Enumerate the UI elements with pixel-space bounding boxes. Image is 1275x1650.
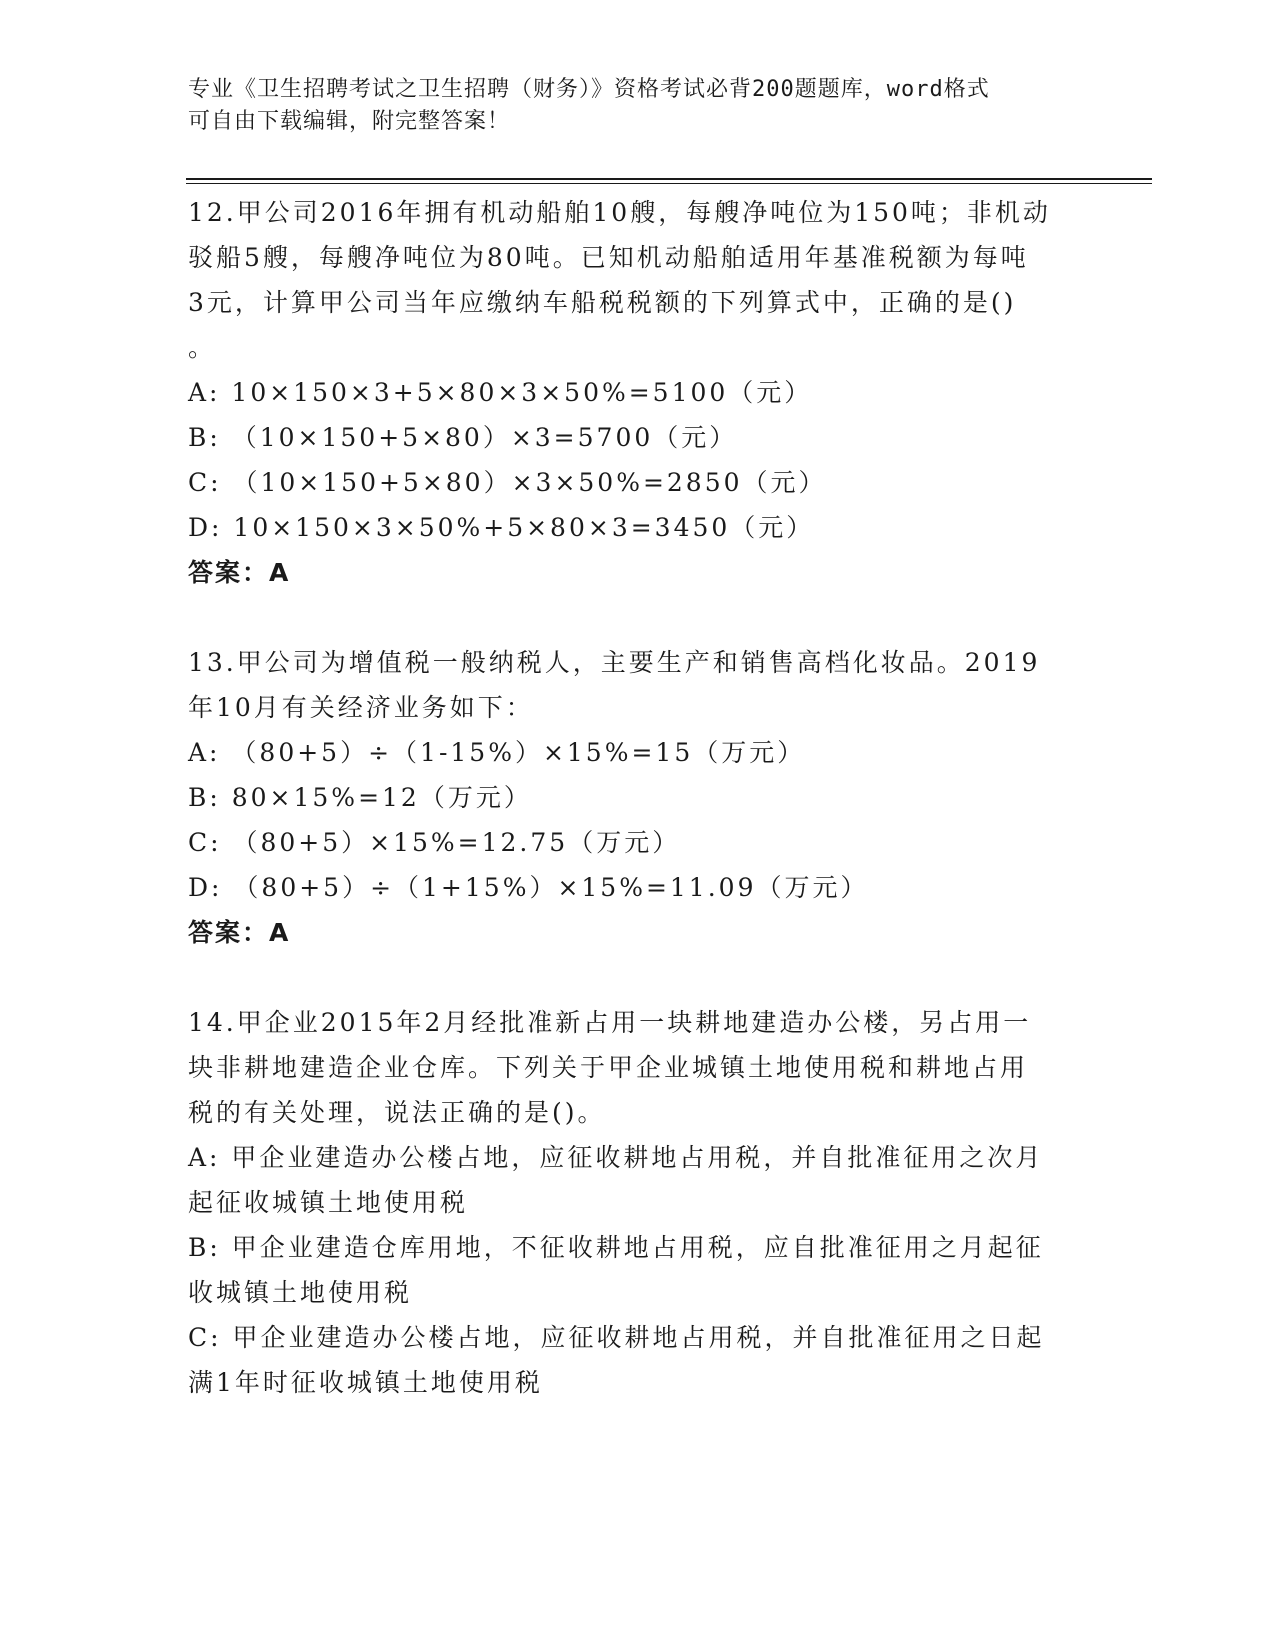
option-a: A: 10×150×3+5×80×3×50%=5100（元） — [188, 378, 813, 407]
question-12 — [188, 190, 1078, 595]
option-b: B: 80×15%=12（万元） — [188, 783, 532, 812]
answer-label: 答案：A — [188, 918, 291, 947]
question-stem-line: 驳船5艘，每艘净吨位为80吨。已知机动船舶适用年基准税额为每吨 — [188, 243, 1029, 272]
question-stem-line: 年10月有关经济业务如下： — [188, 693, 534, 722]
option-c: C: （80+5）×15%=12.75（万元） — [188, 828, 681, 857]
option-d: D: （80+5）÷（1+15%）×15%=11.09（万元） — [188, 873, 869, 902]
question-stem-line: 3元，计算甲公司当年应缴纳车船税税额的下列算式中，正确的是() — [188, 288, 1017, 317]
option-a-continued: 起征收城镇土地使用税 — [188, 1188, 469, 1217]
question-stem-line: 块非耕地建造企业仓库。下列关于甲企业城镇土地使用税和耕地占用 — [188, 1053, 1029, 1082]
option-c: C: 甲企业建造办公楼占地，应征收耕地占用税，并自批准征用之日起 — [188, 1323, 1045, 1352]
header-divider-thin — [186, 183, 1152, 184]
question-13 — [188, 640, 1078, 955]
option-c-continued: 满1年时征收城镇土地使用税 — [188, 1368, 543, 1397]
option-b: B: 甲企业建造仓库用地，不征收耕地占用税，应自批准征用之月起征 — [188, 1233, 1044, 1262]
option-b: B: （10×150+5×80）×3=5700（元） — [188, 423, 738, 452]
question-stem-line: 。 — [188, 333, 217, 362]
question-spacer — [188, 595, 1078, 640]
option-a: A: 甲企业建造办公楼占地，应征收耕地占用税，并自批准征用之次月 — [188, 1143, 1044, 1172]
header-line-1: 专业《卫生招聘考试之卫生招聘（财务）》资格考试必背200题题库，word格式 — [188, 77, 990, 102]
answer-label: 答案：A — [188, 558, 291, 587]
option-b-continued: 收城镇土地使用税 — [188, 1278, 413, 1307]
question-stem-line: 13.甲公司为增值税一般纳税人，主要生产和销售高档化妆品。2019 — [188, 648, 1041, 677]
option-d: D: 10×150×3×50%+5×80×3=3450（元） — [188, 513, 815, 542]
question-stem-line: 14.甲企业2015年2月经批准新占用一块耕地建造办公楼，另占用一 — [188, 1008, 1032, 1037]
question-stem-line: 税的有关处理，说法正确的是()。 — [188, 1098, 606, 1127]
option-a: A: （80+5）÷（1-15%）×15%=15（万元） — [188, 738, 806, 767]
document-header — [188, 74, 1068, 138]
header-divider-thick — [186, 178, 1152, 180]
question-14 — [188, 1000, 1078, 1405]
question-stem-line: 12.甲公司2016年拥有机动船舶10艘，每艘净吨位为150吨；非机动 — [188, 198, 1051, 227]
option-c: C: （10×150+5×80）×3×50%=2850（元） — [188, 468, 827, 497]
header-line-2: 可自由下载编辑，附完整答案！ — [188, 109, 511, 134]
question-list — [188, 190, 1078, 1405]
question-spacer — [188, 955, 1078, 1000]
